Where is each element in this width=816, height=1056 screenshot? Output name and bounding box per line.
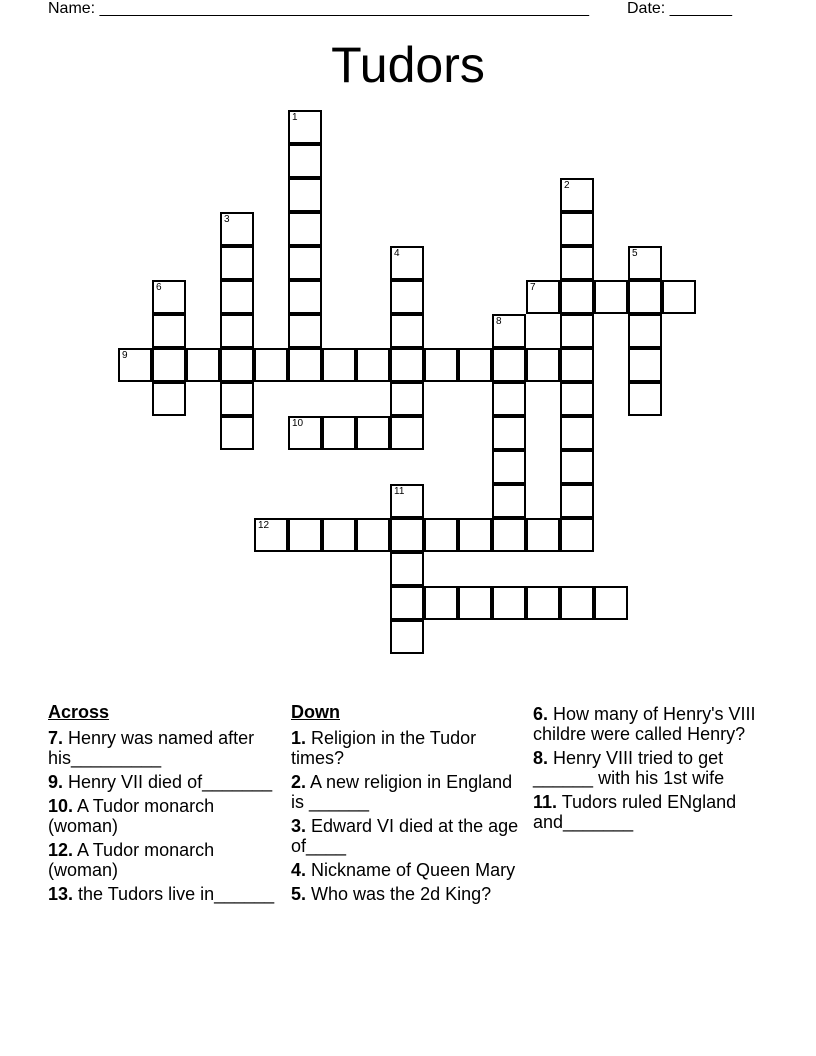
across-clues [48, 702, 278, 908]
clue-down-6: 6. How many of Henry's VIII childre were called Henry? [533, 704, 756, 744]
grid-cell[interactable] [288, 314, 322, 348]
grid-cell[interactable] [628, 314, 662, 348]
grid-cell[interactable] [424, 586, 458, 620]
clue-number: 10 [292, 418, 304, 429]
puzzle-title: Tudors [331, 37, 485, 93]
grid-cell[interactable] [288, 518, 322, 552]
grid-cell[interactable] [492, 518, 526, 552]
grid-cell[interactable] [560, 246, 594, 280]
grid-cell[interactable] [390, 382, 424, 416]
clue-number: 2 [564, 180, 570, 191]
grid-cell[interactable] [560, 314, 594, 348]
grid-cell[interactable] [628, 280, 662, 314]
grid-cell[interactable] [560, 382, 594, 416]
grid-cell[interactable] [424, 518, 458, 552]
grid-cell[interactable] [220, 382, 254, 416]
grid-cell[interactable] [560, 416, 594, 450]
grid-cell[interactable] [492, 450, 526, 484]
grid-cell[interactable] [288, 348, 322, 382]
grid-cell[interactable] [560, 450, 594, 484]
clue-number: 5 [632, 248, 638, 259]
clue-across-13: 13. the Tudors live in______ [48, 884, 275, 904]
grid-cell[interactable] [560, 280, 594, 314]
clue-across-9: 9. Henry VII died of_______ [48, 772, 273, 792]
clue-number: 9 [122, 350, 128, 361]
grid-cell[interactable] [560, 518, 594, 552]
grid-cell[interactable] [492, 484, 526, 518]
clue-across-7: 7. Henry was named after his_________ [48, 728, 255, 768]
grid-cell[interactable] [220, 280, 254, 314]
grid-cell[interactable] [560, 212, 594, 246]
date-line: Date: _______ [627, 0, 732, 17]
clue-across-10: 10. A Tudor monarch (woman) [48, 796, 215, 836]
grid-cell[interactable] [390, 348, 424, 382]
grid-cell[interactable] [594, 280, 628, 314]
clue-across-12: 12. A Tudor monarch (woman) [48, 840, 215, 880]
clue-number: 4 [394, 248, 400, 259]
grid-cell[interactable] [458, 518, 492, 552]
grid-cell[interactable] [526, 348, 560, 382]
grid-cell[interactable] [356, 416, 390, 450]
grid-cell[interactable] [526, 518, 560, 552]
grid-cell[interactable] [390, 518, 424, 552]
grid-cell[interactable] [492, 382, 526, 416]
grid-cell-12[interactable] [254, 518, 288, 552]
grid-cell-2[interactable] [560, 178, 594, 212]
grid-cell[interactable] [322, 518, 356, 552]
grid-cell[interactable] [560, 484, 594, 518]
clue-down-1: 1. Religion in the Tudor times? [291, 728, 477, 768]
grid-cell[interactable] [458, 586, 492, 620]
clue-number: 7 [530, 282, 536, 293]
grid-cell[interactable] [662, 280, 696, 314]
clue-down-4: 4. Nickname of Queen Mary [291, 860, 516, 880]
grid-cell[interactable] [526, 586, 560, 620]
grid-cell[interactable] [628, 382, 662, 416]
clue-number: 11 [394, 486, 405, 497]
clue-number: 3 [224, 214, 230, 225]
down-clues [291, 702, 521, 908]
down-clues-continued [533, 704, 763, 836]
grid-cell[interactable] [288, 280, 322, 314]
grid-cell-5[interactable] [628, 246, 662, 280]
grid-cell[interactable] [186, 348, 220, 382]
grid-cell[interactable] [390, 280, 424, 314]
clue-number: 1 [292, 112, 298, 123]
down-heading: Down [291, 702, 340, 722]
grid-cell-10[interactable] [288, 416, 322, 450]
across-heading: Across [48, 702, 110, 722]
grid-cell[interactable] [390, 416, 424, 450]
clue-down-11: 11. Tudors ruled ENgland and_______ [533, 792, 737, 832]
grid-cell-4[interactable] [390, 246, 424, 280]
grid-cell[interactable] [288, 246, 322, 280]
grid-cell-7[interactable] [526, 280, 560, 314]
grid-cell[interactable] [390, 586, 424, 620]
clue-number: 6 [156, 282, 162, 293]
clue-down-2: 2. A new religion in England is ______ [291, 772, 513, 812]
grid-cell[interactable] [560, 586, 594, 620]
grid-cell[interactable] [220, 348, 254, 382]
clue-number: 12 [258, 520, 270, 531]
grid-cell[interactable] [492, 348, 526, 382]
clue-down-5: 5. Who was the 2d King? [291, 884, 492, 904]
grid-cell[interactable] [322, 416, 356, 450]
grid-cell[interactable] [356, 348, 390, 382]
grid-cell[interactable] [458, 348, 492, 382]
grid-cell[interactable] [390, 552, 424, 586]
grid-cell[interactable] [322, 348, 356, 382]
grid-cell[interactable] [356, 518, 390, 552]
grid-cell[interactable] [220, 246, 254, 280]
grid-cell[interactable] [288, 212, 322, 246]
grid-cell[interactable] [288, 178, 322, 212]
grid-cell[interactable] [390, 620, 424, 654]
grid-cell-9[interactable] [118, 348, 152, 382]
grid-cell[interactable] [152, 382, 186, 416]
clue-number: 8 [496, 316, 502, 327]
grid-cell[interactable] [220, 416, 254, 450]
grid-cell[interactable] [628, 348, 662, 382]
name-line: Name: _______________________________________________________ [48, 0, 589, 17]
grid-cell[interactable] [492, 416, 526, 450]
clue-down-8: 8. Henry VIII tried to get ______ with his 1st wife [533, 748, 725, 788]
grid-cell[interactable] [152, 348, 186, 382]
grid-cell[interactable] [254, 348, 288, 382]
grid-cell-3[interactable] [220, 212, 254, 246]
clue-down-3: 3. Edward VI died at the age of____ [291, 816, 519, 856]
grid-cell[interactable] [560, 348, 594, 382]
grid-cell[interactable] [152, 314, 186, 348]
grid-cell[interactable] [492, 586, 526, 620]
grid-cell-6[interactable] [152, 280, 186, 314]
grid-cell-8[interactable] [492, 314, 526, 348]
grid-cell[interactable] [390, 314, 424, 348]
grid-cell[interactable] [424, 348, 458, 382]
grid-cell-11[interactable] [390, 484, 424, 518]
grid-cell-1[interactable] [288, 110, 322, 144]
grid-cell[interactable] [288, 144, 322, 178]
grid-cell[interactable] [594, 586, 628, 620]
grid-cell[interactable] [220, 314, 254, 348]
